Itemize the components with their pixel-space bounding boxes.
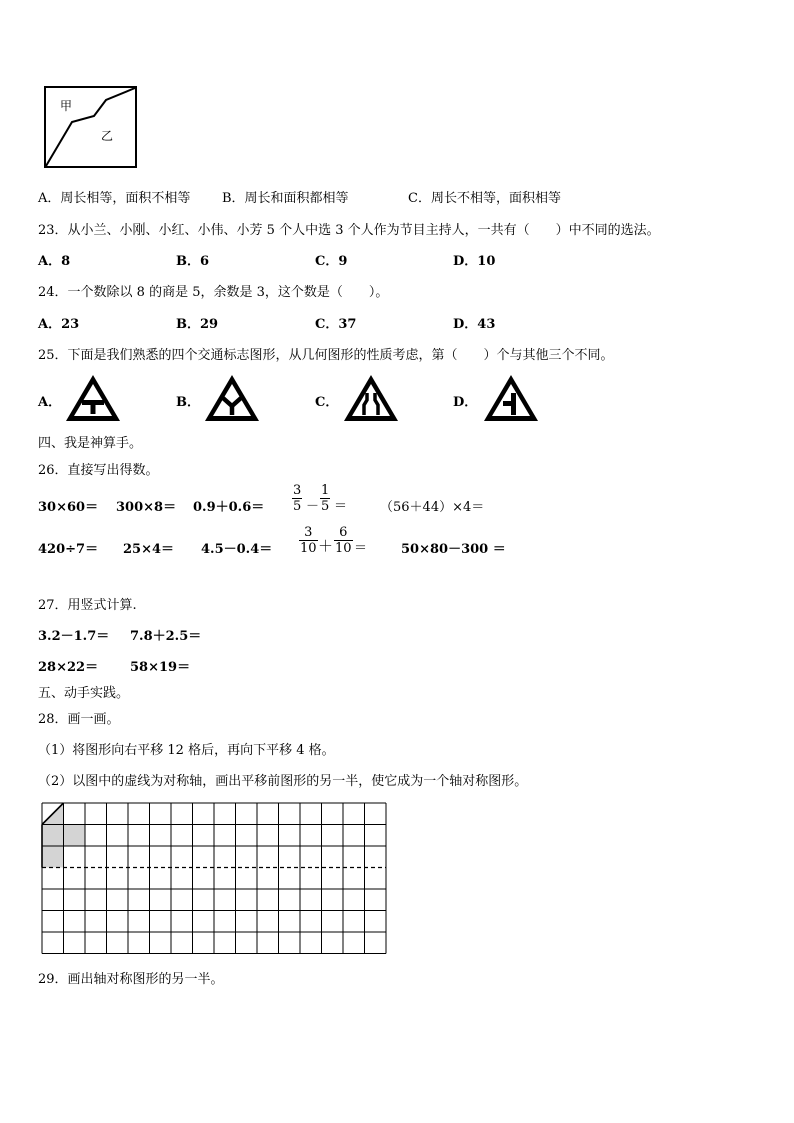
q26-r2-item3: 4.5－0.4＝: [201, 542, 273, 557]
q27-stem: 27．用竖式计算.: [38, 598, 137, 613]
q25-option-a: A．: [38, 395, 62, 410]
q25-option-d: D．: [453, 395, 478, 410]
q28-part2: （2）以图中的虚线为对称轴，画出平移前图形的另一半，使它成为一个轴对称图形。: [38, 774, 528, 789]
y-junction-sign-icon: [203, 373, 261, 423]
q26-r2-item1: 420÷7＝: [38, 542, 99, 557]
q26-r1-frac-a: [292, 483, 302, 514]
frac-numerator: 1: [321, 483, 330, 498]
q23-option-c: C．9: [315, 254, 348, 269]
q26-r2-item5: 50×80－300 ＝: [401, 542, 506, 557]
q26-r1-item3: 0.9＋0.6＝: [193, 500, 265, 515]
q27-r2-item1: 28×22＝: [38, 660, 99, 675]
q26-r1-frac-eq: ＝: [334, 499, 348, 514]
frac-numerator: 6: [334, 525, 353, 541]
q25-option-b: B．: [176, 395, 200, 410]
q26-r2-frac-eq: ＝: [354, 541, 368, 556]
q26-r2-frac-b: [334, 525, 353, 556]
q22-option-a: A．周长相等，面积不相等: [38, 191, 191, 206]
q24-option-a: A．23: [38, 317, 80, 332]
q26-stem: 26．直接写出得数。: [38, 463, 159, 478]
q26-r2-frac-op: ＋: [318, 537, 334, 555]
q26-r1-item2: 300×8＝: [116, 500, 177, 515]
q22-label-yi: 乙: [101, 129, 114, 143]
q27-r1-item2: 7.8＋2.5＝: [130, 629, 202, 644]
side-road-sign-icon: [482, 373, 540, 423]
q24-option-b: B．29: [176, 317, 219, 332]
q22-option-b: B．周长和面积都相等: [222, 191, 349, 206]
q22-option-c: C．周长不相等，面积相等: [408, 191, 561, 206]
q23-option-d: D．10: [453, 254, 496, 269]
q26-r1-frac-op: －: [306, 499, 320, 514]
q24-option-c: C．37: [315, 317, 357, 332]
q24-stem: 24．一个数除以 8 的商是 5，余数是 3，这个数是（ ）。: [38, 285, 389, 300]
q23-option-b: B．6: [176, 254, 210, 269]
road-narrows-sign-icon: [342, 373, 400, 423]
q22-figure: [44, 86, 138, 168]
frac-denominator: 10: [300, 541, 317, 556]
q25-stem: 25．下面是我们熟悉的四个交通标志图形，从几何图形的性质考虑，第（ ）个与其他三个不同。: [38, 348, 614, 363]
frac-denominator: 5: [321, 499, 330, 514]
q23-option-a: A．8: [38, 254, 71, 269]
q26-r1-item5: （56＋44）×4＝: [380, 500, 485, 515]
q23-stem: 23．从小兰、小刚、小红、小伟、小芳 5 个人中选 3 个人作为节目主持人，一共有（ ）中不同的选法。: [38, 223, 660, 238]
q29-stem: 29．画出轴对称图形的另一半。: [38, 972, 224, 987]
q28-drawing-grid[interactable]: [41, 802, 388, 954]
shaded-cell: [64, 825, 86, 847]
q26-r2-frac-a: [299, 525, 318, 556]
q25-option-c: C．: [315, 395, 339, 410]
q22-label-jia: 甲: [60, 99, 73, 113]
q28-part1: （1）将图形向右平移 12 格后，再向下平移 4 格。: [38, 743, 335, 758]
q28-stem: 28．画一画。: [38, 712, 120, 727]
q27-r2-item2: 58×19＝: [130, 660, 191, 675]
q26-r2-item2: 25×4＝: [123, 542, 175, 557]
q24-option-d: D．43: [453, 317, 496, 332]
frac-denominator: 10: [335, 541, 352, 556]
shaded-cell: [42, 846, 64, 868]
shaded-cell: [42, 825, 64, 847]
t-junction-sign-icon: [64, 373, 122, 423]
q27-r1-item1: 3.2－1.7＝: [38, 629, 110, 644]
frac-numerator: 3: [293, 483, 302, 498]
section5-title: 五、动手实践。: [38, 686, 130, 701]
q26-r1-item1: 30×60＝: [38, 500, 99, 515]
section4-title: 四、我是神算手。: [38, 436, 143, 451]
frac-denominator: 5: [293, 499, 302, 514]
q26-r1-frac-b: [320, 483, 330, 514]
frac-numerator: 3: [299, 525, 318, 541]
